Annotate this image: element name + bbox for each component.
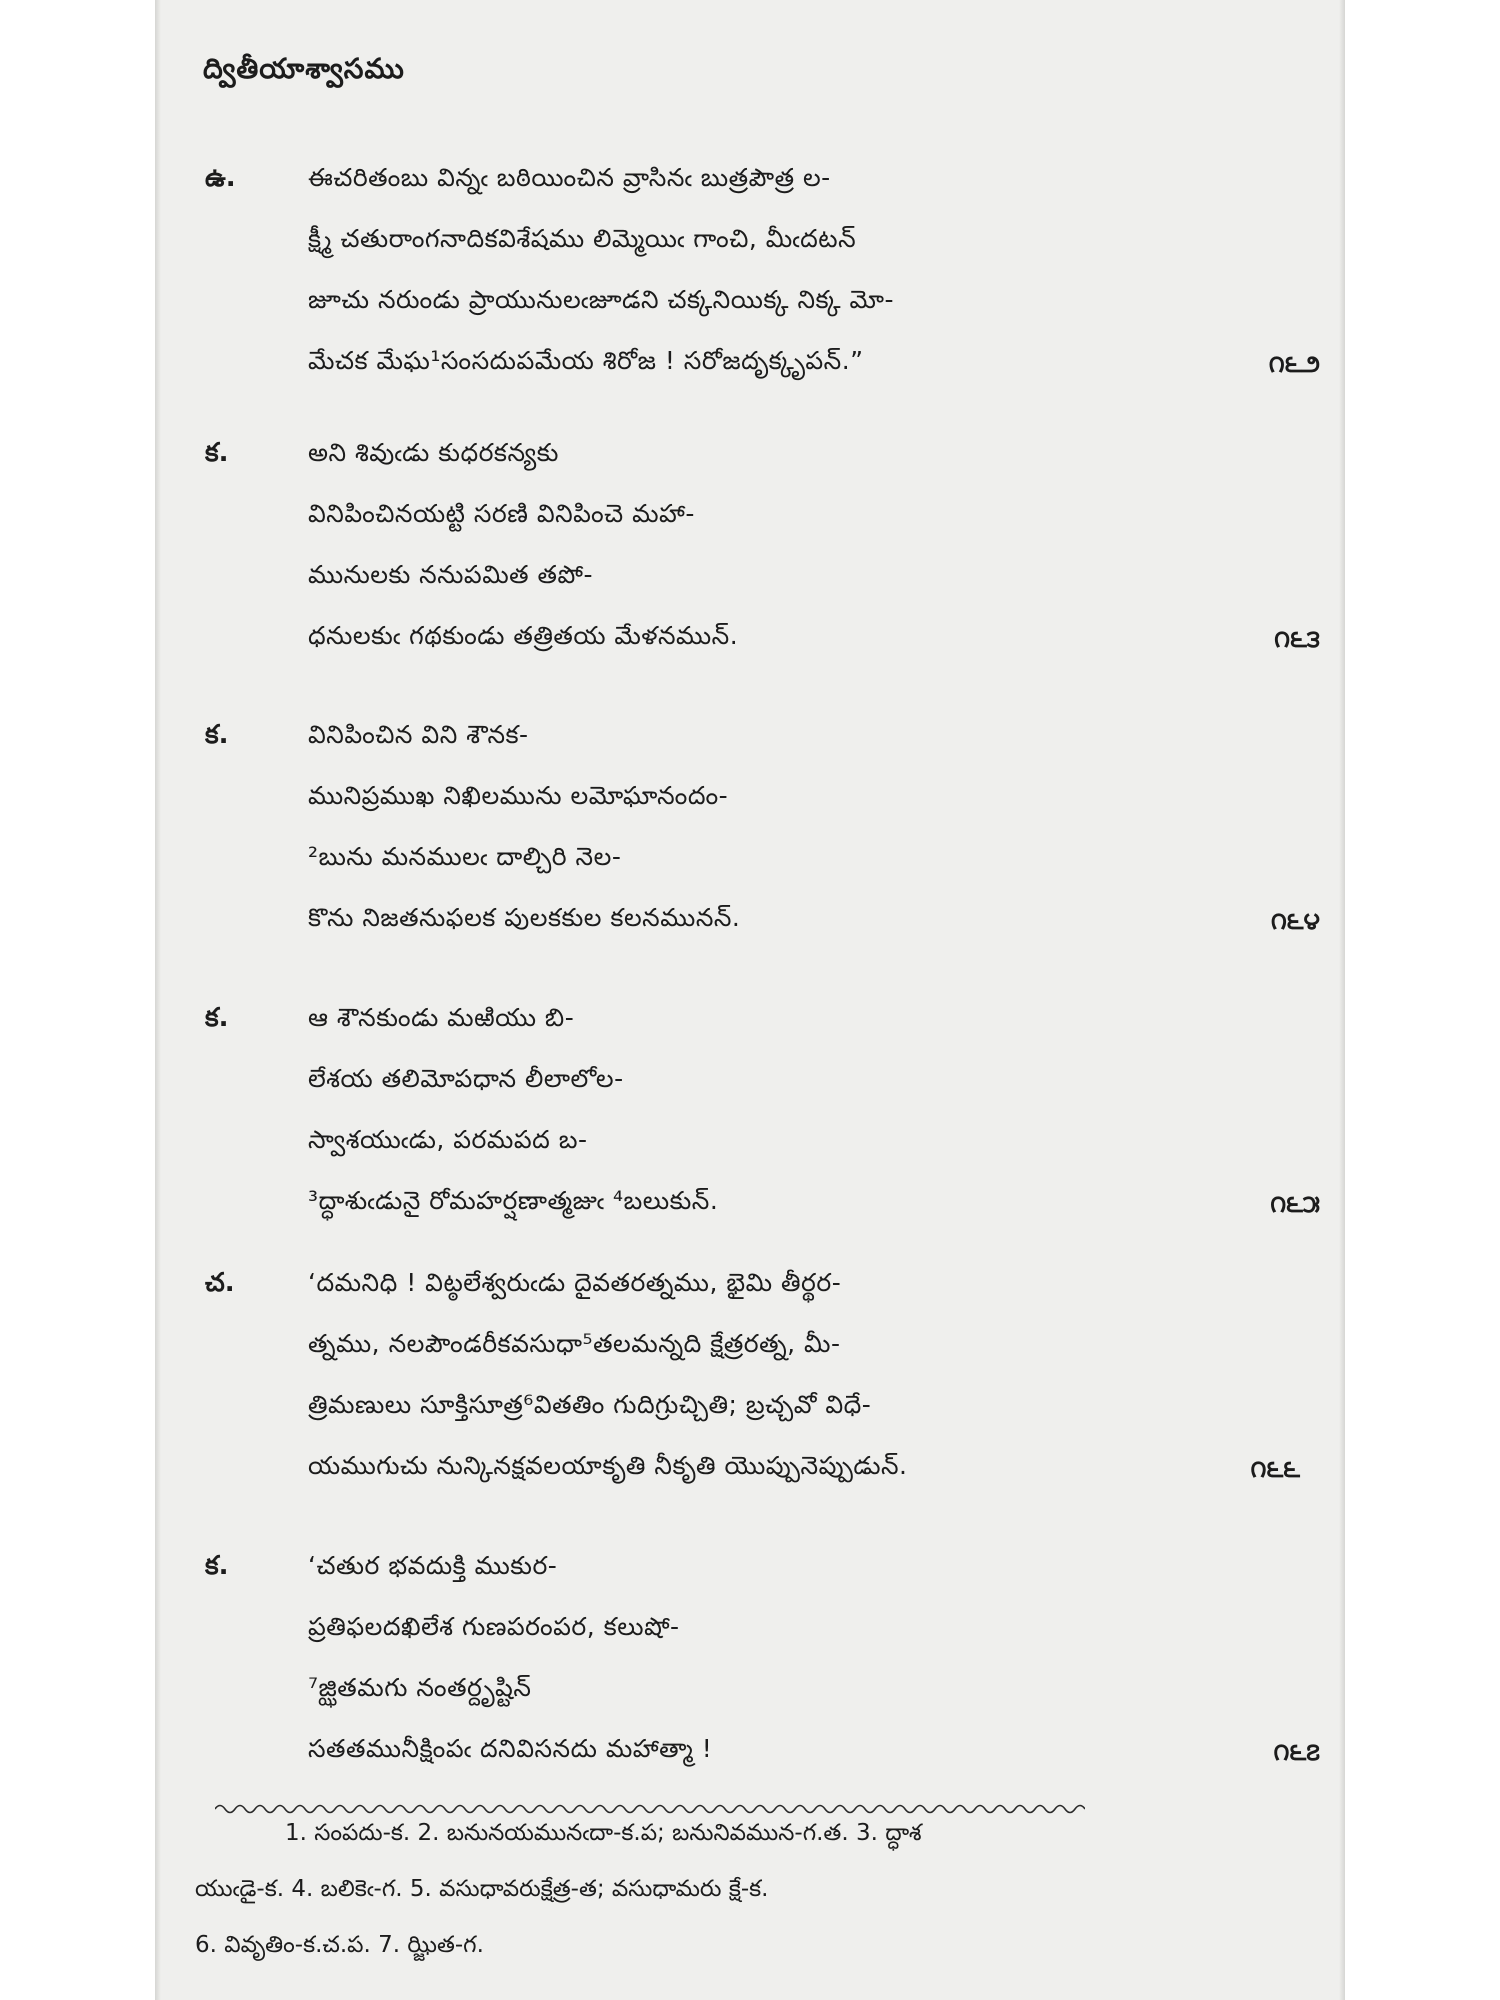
footnote-divider	[215, 1802, 1085, 1816]
verse-line: ధనులకుఁ గథకుండు తత్రితయ మేళనమున్.	[308, 621, 739, 650]
verse-line: ⁷జ్ఝితమగు నంతర్దృష్టిన్	[308, 1673, 532, 1702]
verse-line: యముగుచు నున్కినక్షవలయాకృతి నీకృతి యొప్పునెప్పుడున్.	[308, 1451, 908, 1480]
verse-line: జూచు నరుండు ప్రాయునులఁజూడని చక్కనియిక్క నిక్క మో-	[308, 285, 895, 314]
verse-number: ౧౬౭	[1273, 1738, 1320, 1766]
verse-number: ౧౬౩	[1274, 625, 1320, 653]
verse-number: ౧౬౬	[1250, 1455, 1300, 1483]
verse-line: క్ష్మీ చతురాంగనాదికవిశేషము లిమ్మెయిఁ గాంచి, మీఁదటన్	[308, 224, 857, 253]
verse-number: ౧౬౪	[1270, 907, 1320, 935]
footnote-line: యుఁడై-క. 4. బలికెఁ-గ. 5. వసుధావరుక్షేత్ర-త; వసుధామరు క్షే-క.	[195, 1876, 769, 1902]
verse-line: మేచక మేఘ¹సంసదుపమేయ శిరోజ ! సరోజదృక్కృపన్.”	[308, 346, 864, 375]
verse-line: మునిప్రముఖ నిఖిలమును లమోఘానందం-	[308, 781, 729, 810]
verse-line: త్రిమణులు సూక్తిసూత్ర⁶వితతిం గుదిగ్రుచ్చితి; బ్రచ్చవో విధే-	[308, 1390, 872, 1419]
stanza-meter: క.	[205, 1003, 229, 1033]
verse-line: స్వాశయుఁడు, పరమపద బ-	[308, 1125, 588, 1154]
footnote-line: 6. వివృతిం-క.చ.ప. 7. ఝ్జిత-గ.	[195, 1932, 484, 1958]
stanza-meter: క.	[205, 438, 229, 468]
chapter-header: ద్వితీయాశ్వాసము	[203, 52, 405, 85]
verse-line: ²బును మనములఁ దాల్చిరి నెల-	[308, 842, 622, 871]
stanza-meter: క.	[205, 1551, 229, 1581]
footnote-line: 1. సంపదు-క. 2. బనునయమునఁదా-క.ప; బనునివమున-గ.త. 3. ద్ధాశ	[285, 1820, 922, 1846]
verse-line: త్నము, నలపౌండరీకవసుధా⁵తలమన్నది క్షేత్రరత్న, మీ-	[308, 1329, 841, 1358]
verse-line: కొను నిజతనుఫలక పులకకుల కలనమునన్.	[308, 903, 741, 932]
verse-line: వినిపించినయట్టి సరణి వినిపించె మహా-	[308, 499, 695, 528]
verse-number: ౧౬౫	[1270, 1190, 1320, 1218]
verse-line: ‘దమనిధి ! విట్ఠలేశ్వరుఁడు దైవతరత్నము, భైమి తీర్థర-	[308, 1268, 842, 1297]
verse-line: ఈచరితంబు విన్నఁ బఠియించిన వ్రాసినఁ బుత్రపౌత్ర ల-	[308, 163, 831, 192]
verse-line: సతతమునీక్షింపఁ దనివిసనదు మహాత్మా !	[308, 1734, 713, 1763]
verse-line: మునులకు ననుపమిత తపో-	[308, 560, 593, 589]
verse-line: ³ద్ధాశుఁడునై రోమహర్షణాత్మజుఁ ⁴బలుకున్.	[308, 1186, 719, 1215]
stanza-meter: చ.	[205, 1268, 235, 1298]
verse-line: లేశయ తలిమోపధాన లీలాలోల-	[308, 1064, 624, 1093]
verse-line: ప్రతిఫలదఖిలేశ గుణపరంపర, కలుషో-	[308, 1612, 680, 1641]
verse-line: ‘చతుర భవదుక్తి ముకుర-	[308, 1551, 558, 1580]
verse-line: అని శివుఁడు కుధరకన్యకు	[308, 438, 559, 467]
verse-number: ౧౬౨	[1268, 350, 1320, 378]
verse-line: ఆ శౌనకుండు మఱియు బి-	[308, 1003, 575, 1032]
stanza-meter: క.	[205, 720, 229, 750]
verse-line: వినిపించిన విని శౌనక-	[308, 720, 529, 749]
stanza-meter: ఉ.	[205, 163, 236, 193]
